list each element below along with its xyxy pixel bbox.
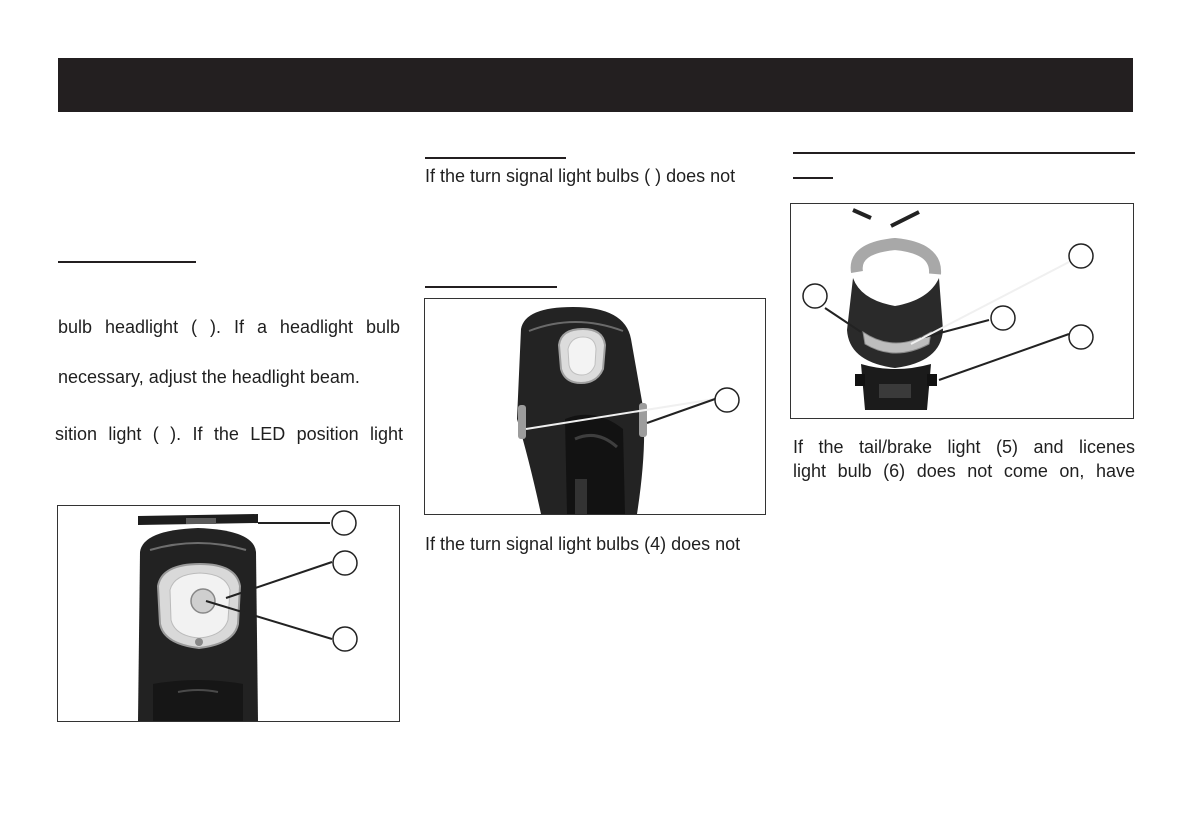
headlight-text-line-2: necessary, adjust the headlight beam.	[58, 367, 360, 387]
tail-light-text-line-2: light bulb (6) does not come on, have	[793, 461, 1135, 481]
headlight-figure	[57, 505, 400, 722]
headlight-text-line-1: bulb headlight ( ). If a headlight bulb	[58, 317, 400, 337]
header-bar	[58, 58, 1133, 112]
turn-signal-caption: If the turn signal light bulbs (4) does not	[425, 534, 741, 554]
turn-signal-text-line-1: If the turn signal light bulbs ( ) does not	[425, 166, 736, 186]
section-rule-turn-signal-2	[425, 286, 557, 288]
section-rule-turn-signal-1	[425, 157, 566, 159]
position-light-text-line: sition light ( ). If the LED position light	[55, 424, 403, 444]
tail-light-text-line-1: If the tail/brake light (5) and licenes	[793, 437, 1135, 457]
turn-signal-figure	[424, 298, 766, 515]
tail-light-figure	[790, 203, 1134, 419]
section-rule-headlight	[58, 261, 196, 263]
section-rule-tail-light-1	[793, 152, 1135, 154]
section-rule-tail-light-2	[793, 177, 833, 179]
